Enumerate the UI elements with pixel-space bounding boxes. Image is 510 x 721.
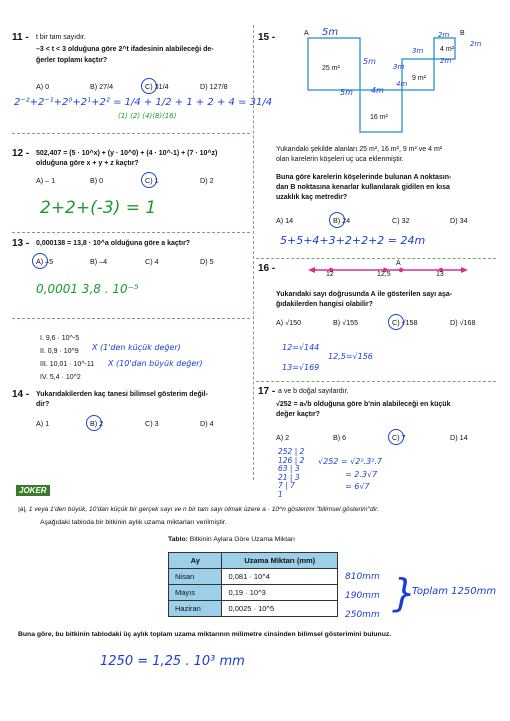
hw-side: 4m	[396, 80, 408, 88]
q15-line4: dan B noktasına kenarlar kullanılarak gidilen en kısa	[276, 184, 450, 191]
joker-intro: Aşağıdaki tabloda bir bitkinin aylık uzama miktarları verilmiştir.	[40, 519, 227, 526]
q15-line1: Yukarıdaki şekilde alanları 25 m², 16 m², 9 m² ve 4 m²	[276, 146, 443, 153]
q14-handwriting-1: X (1'den küçük değer)	[92, 343, 181, 352]
q17-line1: a ve b doğal sayılardır.	[278, 388, 349, 395]
divider	[12, 133, 250, 134]
cell-month: Mayıs	[169, 585, 222, 601]
q15-option-a[interactable]: A) 14	[276, 216, 294, 225]
q11-handwriting: 2⁻²+2⁻¹+2⁰+2¹+2² = 1/4 + 1/2 + 1 + 2 + 4 = 31/4	[14, 97, 273, 108]
tick-label-12: 12	[326, 271, 334, 278]
q14-handwriting-2: X (10'dan büyük değer)	[108, 359, 203, 368]
number-line-point-a: A	[396, 260, 401, 267]
column-divider	[253, 25, 254, 480]
cell-value: 0,081 · 10^4	[222, 569, 338, 585]
q16-option-c[interactable]: C) √158	[392, 318, 418, 327]
divider	[12, 232, 250, 233]
q17-option-d[interactable]: D) 14	[450, 433, 468, 442]
divider	[12, 318, 250, 319]
q14-item-2: II. 0,9 · 10^9	[40, 348, 79, 355]
q13-option-c[interactable]: C) 4	[145, 257, 159, 266]
header-month: Ay	[169, 553, 222, 569]
area-16-label: 16 m²	[370, 114, 388, 121]
table-row	[169, 601, 338, 617]
hw-side: 2m	[470, 40, 482, 48]
hw-total: Toplam 1250mm	[412, 586, 497, 597]
q11-option-b[interactable]: B) 27/4	[90, 82, 114, 91]
tick-label-13: 13	[436, 271, 444, 278]
point-b-label: B	[460, 30, 465, 37]
q17-division: 252 | 2 126 | 2 63 | 3 21 | 3 7 | 7 1	[278, 447, 305, 499]
joker-badge: JOKER	[16, 485, 50, 496]
square-16	[360, 90, 402, 132]
answer-circle	[86, 415, 102, 431]
q12-number: 12 -	[12, 148, 30, 159]
q13-option-d[interactable]: D) 5	[200, 257, 214, 266]
q16-line1: Yukarıdaki sayı doğrusunda A ile gösterilen sayı aşa-	[276, 291, 453, 298]
q16-option-a[interactable]: A) √150	[276, 318, 302, 327]
q17-line3: değer kaçtır?	[276, 411, 320, 418]
q15-option-c[interactable]: C) 32	[392, 216, 410, 225]
q16-number: 16 -	[258, 263, 276, 274]
cell-value: 0,19 · 10^3	[222, 585, 338, 601]
cell-month: Nisan	[169, 569, 222, 585]
q17-option-b[interactable]: B) 6	[333, 433, 347, 442]
q16-handwriting-2: 13=√169	[282, 363, 320, 372]
q15-option-b[interactable]: B) 24	[333, 216, 351, 225]
q12-option-b[interactable]: B) 0	[90, 176, 104, 185]
q11-line3: ğerler toplamı kaçtır?	[36, 57, 108, 64]
q17-handwriting-2: = 2.3√7	[345, 470, 378, 479]
joker-definition: |a|, 1 veya 1'den büyük, 10'dan küçük bir gerçek sayı ve n bir tam sayı olmak üzere a · 10^n gösterimi "bilimsel gösterim"dir.	[18, 506, 379, 513]
q14-number: 14 -	[12, 389, 30, 400]
divider	[256, 381, 496, 382]
hw-side: 3m	[412, 47, 424, 55]
caption-text: Bitkinin Aylara Göre Uzama Miktarı	[189, 536, 296, 543]
hw-side: 4m	[371, 86, 384, 95]
q16-option-b[interactable]: B) √155	[333, 318, 359, 327]
hw-value: 190mm	[345, 591, 380, 601]
answer-circle	[388, 429, 404, 445]
q16-handwriting-1: 12=√144	[282, 343, 320, 352]
q17-handwriting-3: = 6√7	[345, 482, 370, 491]
growth-table	[168, 552, 338, 617]
table-row	[169, 569, 338, 585]
hw-brace: }	[392, 571, 417, 615]
caption-label: Tablo:	[168, 536, 188, 543]
q15-line3: Buna göre karelerin köşelerinde bulunan A noktasın-	[276, 174, 452, 181]
tick-label-12-5: 12,5	[377, 271, 391, 278]
point-a-label: A	[304, 30, 309, 37]
table-caption	[168, 536, 295, 543]
answer-circle	[329, 212, 345, 228]
hw-side: 5m	[340, 88, 353, 97]
q14-item-4: IV. 5,4 · 10^2	[40, 374, 81, 381]
cell-value: 0,0025 · 10^5	[222, 601, 338, 617]
q17-option-a[interactable]: A) 2	[276, 433, 290, 442]
q14-item-1: I. 9,6 · 10^-5	[40, 335, 80, 342]
q11-option-c[interactable]: C) 31/4	[145, 82, 169, 91]
answer-circle	[32, 253, 48, 269]
cell-month: Haziran	[169, 601, 222, 617]
q13-number: 13 -	[12, 238, 30, 249]
q14-option-b[interactable]: B) 2	[90, 419, 104, 428]
hw-side: 2m	[440, 57, 452, 65]
q17-option-c[interactable]: C) 7	[392, 433, 406, 442]
q11-handwriting-2: (1) (2) (4)(8)(16)	[118, 112, 177, 120]
hw-side: 5m	[363, 57, 376, 66]
q13-option-b[interactable]: B) –4	[90, 257, 108, 266]
q12-option-d[interactable]: D) 2	[200, 176, 214, 185]
q16-handwriting-3: 12,5=√156	[328, 352, 373, 361]
joker-question: Buna göre, bu bitkinin tablodaki üç aylık toplam uzama miktarının milimetre cinsinden bilimsel gösterimini bulunuz.	[18, 631, 392, 638]
q16-line2: ğıdakilerden hangisi olabilir?	[276, 301, 373, 308]
hw-side: 5m	[322, 27, 339, 38]
q11-line2: –3 < t < 3 olduğuna göre 2^t ifadesinin alabileceği de-	[36, 46, 214, 53]
q14-option-a[interactable]: A) 1	[36, 419, 50, 428]
area-9-label: 9 m²	[412, 75, 426, 82]
q14-item-3: III. 10,01 · 10^-11	[40, 361, 95, 368]
q12-option-c[interactable]: C) 1	[145, 176, 159, 185]
hw-side: 3m	[393, 63, 405, 71]
hw-answer: 1250 = 1,25 . 10³ mm	[100, 654, 245, 669]
area-4-label: 4 m²	[440, 46, 454, 53]
q11-option-a[interactable]: A) 0	[36, 82, 50, 91]
q11-line1: t bir tam sayıdır.	[36, 34, 86, 41]
answer-circle	[141, 78, 157, 94]
q15-handwriting: 5+5+4+3+2+2+2 = 24m	[280, 234, 426, 247]
table-row	[169, 585, 338, 601]
q17-line2: √252 = a√b olduğuna göre b'nin alabileceği en küçük	[276, 401, 451, 408]
answer-circle	[141, 172, 157, 188]
q15-number: 15 -	[258, 32, 276, 43]
q14-line1: Yukarıdakilerden kaç tanesi bilimsel gösterim değil-	[36, 391, 208, 398]
hw-side: 2m	[438, 31, 450, 39]
q12-line2: olduğuna göre x + y + z kaçtır?	[36, 160, 139, 167]
q14-option-c[interactable]: C) 3	[145, 419, 159, 428]
q17-handwriting-1: √252 = √2².3².7	[318, 457, 383, 466]
area-25-label: 25 m²	[322, 65, 340, 72]
q15-line5: uzaklık kaç metredir?	[276, 194, 348, 201]
q12-option-a[interactable]: A) – 1	[36, 176, 56, 185]
q12-line1: 502,407 = (5 · 10^x) + (y · 10^0) + (4 · 10^-1) + (7 · 10^z)	[36, 150, 218, 157]
q11-number: 11 -	[12, 32, 29, 43]
q14-option-d[interactable]: D) 4	[200, 419, 214, 428]
q13-option-a[interactable]: A) –5	[36, 257, 54, 266]
q16-option-d[interactable]: D) √168	[450, 318, 476, 327]
q15-option-d[interactable]: D) 34	[450, 216, 468, 225]
q14-line2: dir?	[36, 401, 50, 408]
header-amount: Uzama Miktarı (mm)	[222, 553, 338, 569]
q12-handwriting: 2+2+(-3) = 1	[40, 198, 157, 218]
q13-handwriting: 0,0001 3,8 . 10⁻⁵	[36, 282, 139, 296]
hw-value: 810mm	[345, 572, 380, 582]
q15-line2: olan karelerin köşeleri uç uca eklenmiştir.	[276, 156, 404, 163]
q11-option-d[interactable]: D) 127/8	[200, 82, 228, 91]
q17-number: 17 -	[258, 386, 276, 397]
answer-circle	[388, 314, 404, 330]
hw-value: 250mm	[345, 610, 380, 620]
q13-line1: 0,000138 = 13,8 · 10^a olduğuna göre a kaçtır?	[36, 240, 191, 247]
